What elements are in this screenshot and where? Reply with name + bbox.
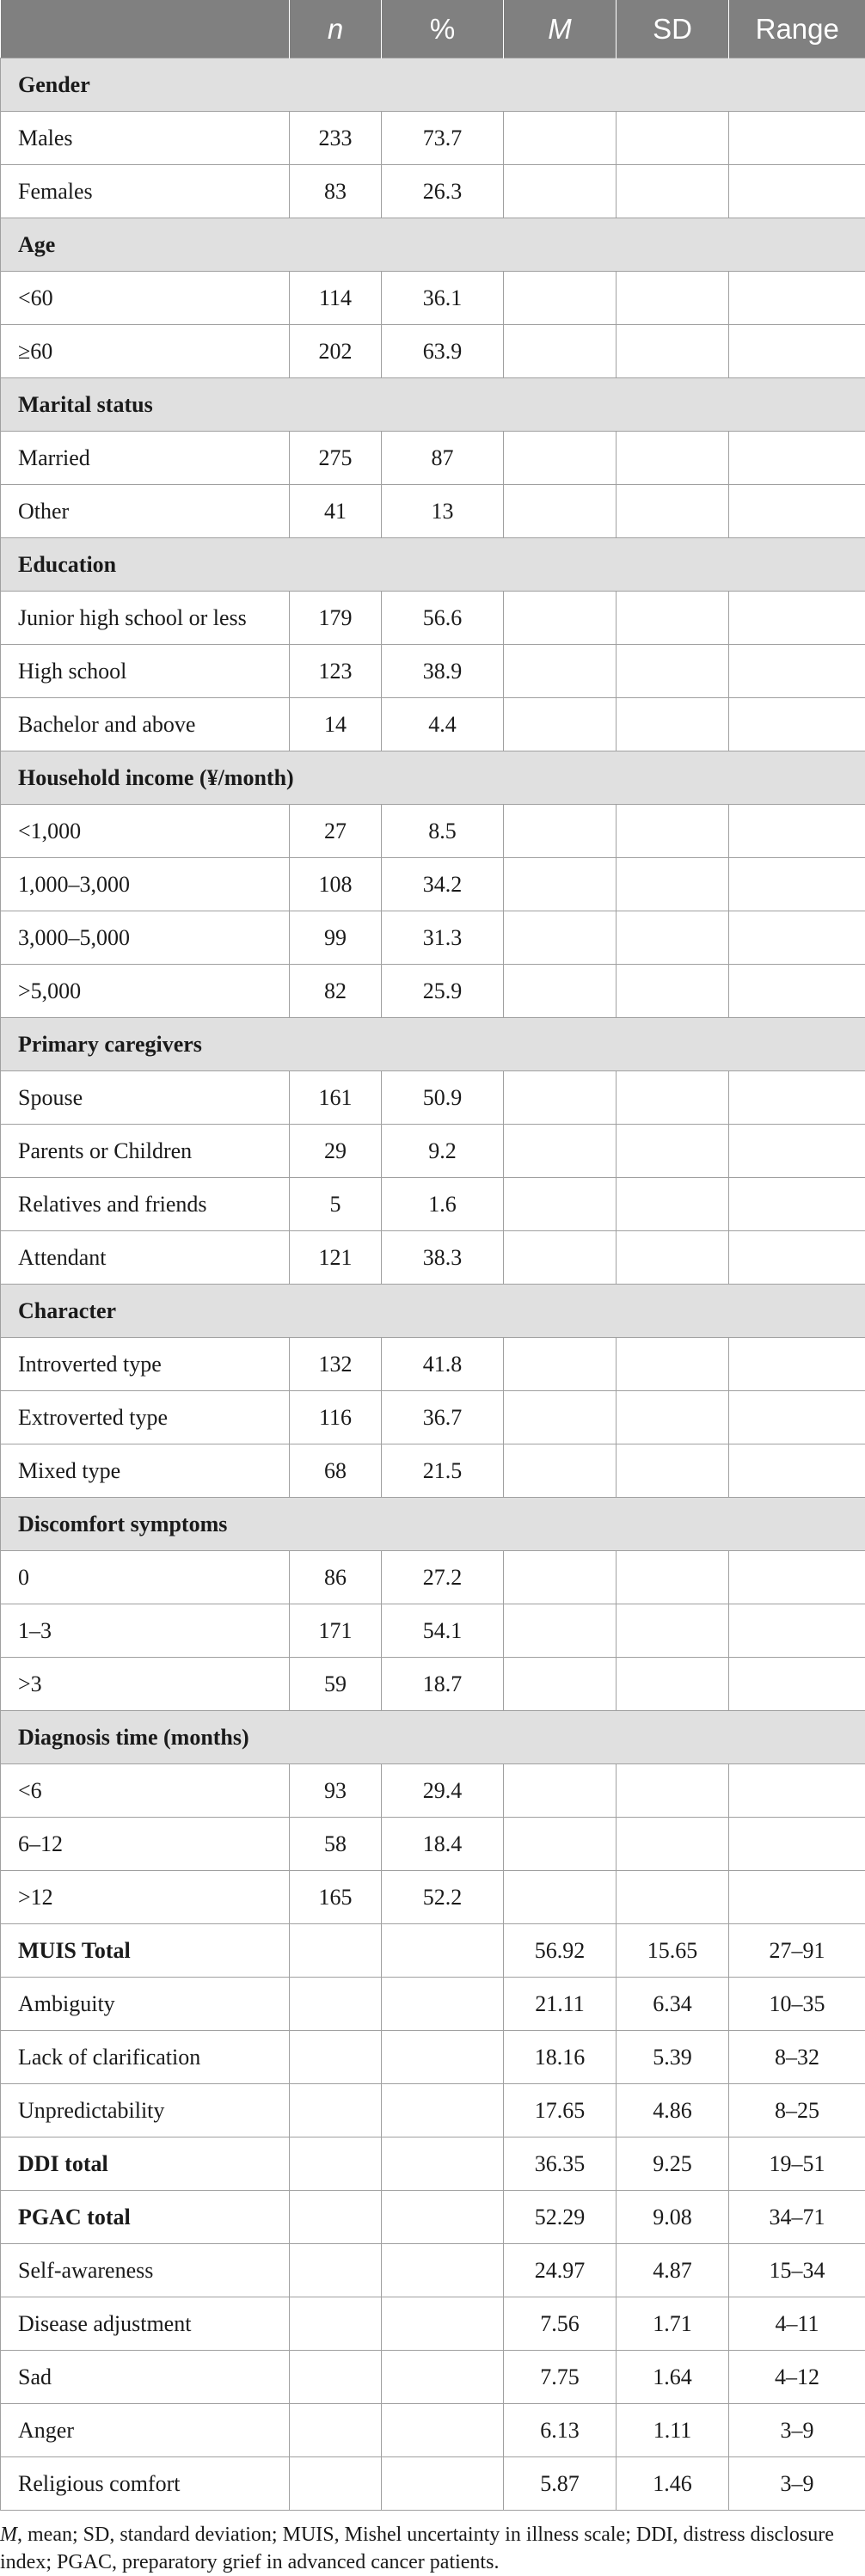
table-cell [617,1604,729,1658]
table-cell [504,1125,617,1178]
table-row [1,858,865,911]
table-cell [729,1444,865,1498]
table-cell: 179 [290,592,382,645]
table-cell [617,112,729,165]
table-cell [729,1338,865,1391]
table-cell [617,165,729,218]
table-cell [504,645,617,698]
table-cell: 26.3 [382,165,504,218]
table-cell: 3–9 [729,2404,865,2457]
row-label: Extroverted type [1,1391,290,1444]
column-header: Range [729,0,865,58]
table-cell [382,1924,504,1978]
table-cell: 83 [290,165,382,218]
table-row [1,1125,865,1178]
table-cell [504,698,617,751]
row-label: <60 [1,272,290,325]
table-cell [729,1125,865,1178]
table-cell [504,325,617,378]
table-cell [617,432,729,485]
table-cell [504,1071,617,1125]
table-cell: 165 [290,1871,382,1924]
table-row [1,698,865,751]
table-cell [617,805,729,858]
column-header: M [504,0,617,58]
table-cell [729,698,865,751]
table-cell [504,1551,617,1604]
table-cell: 5 [290,1178,382,1231]
table-cell: 34–71 [729,2191,865,2244]
table-cell: 6.34 [617,1978,729,2031]
row-label: >5,000 [1,965,290,1018]
table-cell: 86 [290,1551,382,1604]
table-cell: 29 [290,1125,382,1178]
row-label: Parents or Children [1,1125,290,1178]
table-cell [290,2297,382,2351]
table-cell [290,2404,382,2457]
table-cell [290,2191,382,2244]
table-cell: 63.9 [382,325,504,378]
section-header-row [1,1498,865,1551]
row-label: <6 [1,1764,290,1818]
section-header-row [1,58,865,112]
table-row [1,485,865,538]
table-cell [617,272,729,325]
table-cell [617,1818,729,1871]
section-label: Household income (¥/month) [1,751,865,805]
table-cell: 14 [290,698,382,751]
table-cell [617,1871,729,1924]
table-cell [504,858,617,911]
table-cell [729,485,865,538]
table-cell [504,485,617,538]
row-label: Attendant [1,1231,290,1285]
table-row [1,1658,865,1711]
table-cell: 68 [290,1444,382,1498]
table-cell: 9.25 [617,2137,729,2191]
row-label: Junior high school or less [1,592,290,645]
column-header: % [382,0,504,58]
table-cell: 161 [290,1071,382,1125]
table-cell: 87 [382,432,504,485]
table-row [1,1391,865,1444]
table-cell [617,325,729,378]
table-cell [729,965,865,1018]
row-label: Relatives and friends [1,1178,290,1231]
table-cell [290,1978,382,2031]
column-header: SD [617,0,729,58]
table-cell: 17.65 [504,2084,617,2137]
column-header [1,0,290,58]
table-cell [504,965,617,1018]
table-cell [617,1444,729,1498]
table-cell: 4–11 [729,2297,865,2351]
table-cell [290,2244,382,2297]
table-cell: 4.4 [382,698,504,751]
table-cell: 202 [290,325,382,378]
table-cell [504,805,617,858]
section-label: Diagnosis time (months) [1,1711,865,1764]
section-header-row [1,218,865,272]
table-cell [504,272,617,325]
table-cell [382,2137,504,2191]
table-cell [729,1764,865,1818]
table-row [1,325,865,378]
row-label: Spouse [1,1071,290,1125]
table-cell: 38.9 [382,645,504,698]
table-cell: 171 [290,1604,382,1658]
table-cell: 18.7 [382,1658,504,1711]
table-cell [729,1231,865,1285]
row-label: Bachelor and above [1,698,290,751]
table-cell: 41.8 [382,1338,504,1391]
row-label: Males [1,112,290,165]
table-cell [504,1764,617,1818]
table-cell [617,1178,729,1231]
row-label: Lack of clarification [1,2031,290,2084]
table-cell: 4–12 [729,2351,865,2404]
row-label: 6–12 [1,1818,290,1871]
table-cell: 275 [290,432,382,485]
table-cell: 9.2 [382,1125,504,1178]
table-row [1,1818,865,1871]
table-cell [729,272,865,325]
table-cell [504,592,617,645]
table-cell: 4.86 [617,2084,729,2137]
table-cell [382,2457,504,2511]
table-cell [504,1444,617,1498]
table-cell: 1.71 [617,2297,729,2351]
row-label: Married [1,432,290,485]
section-label: Primary caregivers [1,1018,865,1071]
table-row [1,165,865,218]
row-label: Unpredictability [1,2084,290,2137]
table-cell [729,805,865,858]
table-cell: 59 [290,1658,382,1711]
table-cell [382,2351,504,2404]
table-cell [729,911,865,965]
table-row [1,965,865,1018]
table-cell [504,1338,617,1391]
table-cell: 116 [290,1391,382,1444]
table-cell [504,165,617,218]
section-header-row [1,378,865,432]
section-label: Age [1,218,865,272]
table-cell [729,432,865,485]
table-cell [617,1125,729,1178]
table-cell [382,2244,504,2297]
row-label: Females [1,165,290,218]
row-label: 1,000–3,000 [1,858,290,911]
table-row [1,2137,865,2191]
table-cell: 27–91 [729,1924,865,1978]
table-row [1,1178,865,1231]
table-cell: 27 [290,805,382,858]
row-label: Sad [1,2351,290,2404]
table-cell [290,2031,382,2084]
row-label: >3 [1,1658,290,1711]
table-cell [290,2084,382,2137]
table-cell [617,1658,729,1711]
table-cell [504,432,617,485]
table-cell [617,645,729,698]
table-cell [729,858,865,911]
table-row [1,1924,865,1978]
table-cell: 121 [290,1231,382,1285]
table-cell [729,592,865,645]
table-cell [504,1391,617,1444]
table-row [1,1551,865,1604]
row-label: <1,000 [1,805,290,858]
table-cell [729,1604,865,1658]
table-cell [290,1924,382,1978]
table-cell: 9.08 [617,2191,729,2244]
row-label: High school [1,645,290,698]
table-cell [729,1071,865,1125]
table-cell: 5.39 [617,2031,729,2084]
table-cell [729,165,865,218]
table-cell: 10–35 [729,1978,865,2031]
table-cell: 6.13 [504,2404,617,2457]
section-header-row [1,1285,865,1338]
table-cell: 21.5 [382,1444,504,1498]
table-row [1,2351,865,2404]
row-label: DDI total [1,2137,290,2191]
row-label: 3,000–5,000 [1,911,290,965]
table-cell [617,1231,729,1285]
table-cell [290,2351,382,2404]
table-cell: 24.97 [504,2244,617,2297]
row-label: 0 [1,1551,290,1604]
table-cell [290,2137,382,2191]
table-cell: 7.56 [504,2297,617,2351]
table-cell [504,1178,617,1231]
table-cell: 29.4 [382,1764,504,1818]
row-label: Disease adjustment [1,2297,290,2351]
table-cell [504,1604,617,1658]
row-label: ≥60 [1,325,290,378]
table-body [1,58,865,2511]
section-label: Education [1,538,865,592]
header-row [1,0,865,58]
table-row [1,2244,865,2297]
table-cell: 7.75 [504,2351,617,2404]
table-cell: 13 [382,485,504,538]
table-cell: 5.87 [504,2457,617,2511]
table-cell: 3–9 [729,2457,865,2511]
table-cell: 58 [290,1818,382,1871]
section-header-row [1,538,865,592]
table-cell [729,645,865,698]
table-row [1,2297,865,2351]
row-label: Religious comfort [1,2457,290,2511]
table-cell [729,112,865,165]
section-label: Gender [1,58,865,112]
section-label: Character [1,1285,865,1338]
table-cell: 36.1 [382,272,504,325]
table-cell: 123 [290,645,382,698]
table-cell: 18.16 [504,2031,617,2084]
table-row [1,112,865,165]
table-cell [729,1391,865,1444]
table-cell [617,911,729,965]
table-row [1,1978,865,2031]
table-row [1,1764,865,1818]
row-label: 1–3 [1,1604,290,1658]
table-cell: 50.9 [382,1071,504,1125]
row-label: MUIS Total [1,1924,290,1978]
table-cell [729,1658,865,1711]
table-cell [382,2191,504,2244]
table-cell: 108 [290,858,382,911]
row-label: Anger [1,2404,290,2457]
table-row [1,272,865,325]
table-cell [617,1391,729,1444]
table-cell: 56.92 [504,1924,617,1978]
table-cell [504,112,617,165]
table-cell: 56.6 [382,592,504,645]
table-cell: 1.6 [382,1178,504,1231]
table-cell [617,1338,729,1391]
footnote-lead: M [0,2524,17,2546]
table-cell [382,2031,504,2084]
table-row [1,911,865,965]
table-footnote [0,2511,865,2576]
table-cell [729,1871,865,1924]
table-row [1,432,865,485]
table-row [1,592,865,645]
table-cell [617,858,729,911]
table-cell [382,2404,504,2457]
table-cell: 52.2 [382,1871,504,1924]
table-row [1,645,865,698]
table-cell [504,1871,617,1924]
row-label: >12 [1,1871,290,1924]
table-cell [617,965,729,1018]
table-row [1,1071,865,1125]
table-cell: 54.1 [382,1604,504,1658]
table-cell [504,1818,617,1871]
section-header-row [1,1018,865,1071]
row-label: Ambiguity [1,1978,290,2031]
table-cell: 73.7 [382,112,504,165]
section-header-row [1,751,865,805]
table-cell: 27.2 [382,1551,504,1604]
table-cell [729,1818,865,1871]
table-cell [617,485,729,538]
column-header: n [290,0,382,58]
footnote-text: , mean; SD, standard deviation; MUIS, Mishel uncertainty in illness scale; DDI, distress disclosure index; PGAC, preparatory grief in advanced cancer patients. [0,2524,834,2573]
row-label: Self-awareness [1,2244,290,2297]
table-cell [504,911,617,965]
table-row [1,1338,865,1391]
table-cell: 4.87 [617,2244,729,2297]
table-row [1,2191,865,2244]
table-cell: 1.11 [617,2404,729,2457]
table-cell [617,698,729,751]
table-row [1,2404,865,2457]
table-cell: 8.5 [382,805,504,858]
table-cell: 36.7 [382,1391,504,1444]
table-cell: 82 [290,965,382,1018]
table-cell [729,1178,865,1231]
table-row [1,2084,865,2137]
section-header-row [1,1711,865,1764]
table-cell: 41 [290,485,382,538]
table-cell: 114 [290,272,382,325]
table-cell [729,1551,865,1604]
table-cell [617,1071,729,1125]
table-cell: 34.2 [382,858,504,911]
row-label: Mixed type [1,1444,290,1498]
table-cell: 19–51 [729,2137,865,2191]
table-row [1,1231,865,1285]
section-label: Marital status [1,378,865,432]
table-cell: 99 [290,911,382,965]
table-cell: 8–25 [729,2084,865,2137]
section-label: Discomfort symptoms [1,1498,865,1551]
table-cell: 8–32 [729,2031,865,2084]
table-cell [617,1551,729,1604]
table-cell: 31.3 [382,911,504,965]
table-cell: 233 [290,112,382,165]
table-row [1,2457,865,2511]
row-label: Introverted type [1,1338,290,1391]
table-cell [290,2457,382,2511]
table-cell [382,1978,504,2031]
table-cell: 132 [290,1338,382,1391]
table-cell: 18.4 [382,1818,504,1871]
table-cell: 21.11 [504,1978,617,2031]
row-label: PGAC total [1,2191,290,2244]
table-cell [617,1764,729,1818]
table-cell: 52.29 [504,2191,617,2244]
table-cell [504,1658,617,1711]
table-row [1,1444,865,1498]
table-cell: 36.35 [504,2137,617,2191]
table-cell [382,2084,504,2137]
table-row [1,2031,865,2084]
table-cell: 25.9 [382,965,504,1018]
table-cell [617,592,729,645]
table-cell: 1.64 [617,2351,729,2404]
table-cell: 93 [290,1764,382,1818]
table-cell [382,2297,504,2351]
table-cell: 15–34 [729,2244,865,2297]
table-row [1,805,865,858]
table-cell [504,1231,617,1285]
table-row [1,1604,865,1658]
table-cell [729,325,865,378]
table-cell: 38.3 [382,1231,504,1285]
row-label: Other [1,485,290,538]
table-row [1,1871,865,1924]
table-cell: 15.65 [617,1924,729,1978]
table-cell: 1.46 [617,2457,729,2511]
